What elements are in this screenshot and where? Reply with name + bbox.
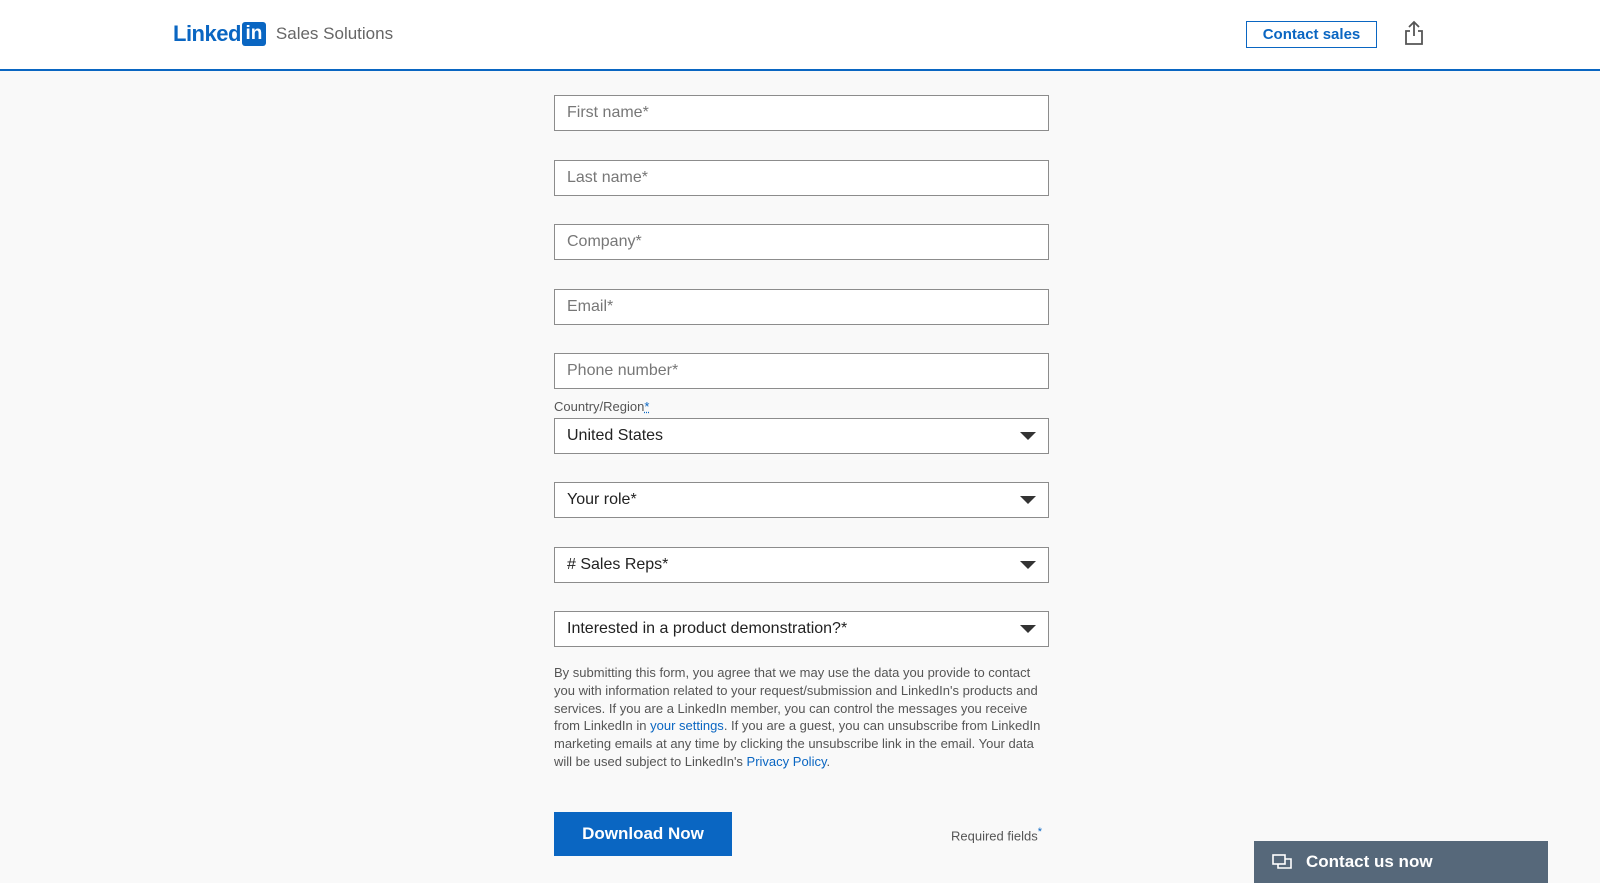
demo-interest-select[interactable] — [554, 611, 1049, 647]
chat-icon — [1272, 854, 1292, 870]
required-fields-note — [951, 826, 1042, 843]
chevron-down-icon — [1020, 561, 1036, 569]
logo-wordmark: Linked — [173, 21, 241, 46]
role-value: Your role* — [567, 491, 637, 508]
demo-interest-value: Interested in a product demonstration?* — [567, 620, 848, 637]
country-region-label — [554, 399, 649, 414]
required-fields-text: Required fields — [951, 828, 1038, 844]
top-header — [0, 0, 1600, 71]
share-icon[interactable] — [1403, 20, 1425, 46]
logo-in-badge: in — [242, 22, 266, 46]
chevron-down-icon — [1020, 496, 1036, 504]
settings-link[interactable]: your settings — [650, 718, 724, 734]
country-label-text: Country/Region — [554, 399, 645, 414]
email-field[interactable] — [554, 289, 1049, 325]
disclaimer-text-3: . — [826, 753, 831, 769]
download-now-button[interactable]: Download Now — [554, 812, 732, 856]
required-marker: * — [644, 399, 650, 414]
last-name-field[interactable] — [554, 160, 1049, 196]
disclaimer-text-2: . If you are a guest, you can unsubscribe from LinkedIn marketing emails at any time by clicking the unsubscribe link in the email. Your data will be used subject to LinkedIn's — [554, 718, 1041, 769]
required-marker: * — [1037, 826, 1042, 838]
linkedin-logo[interactable] — [173, 22, 393, 46]
sales-reps-select[interactable] — [554, 547, 1049, 583]
role-select[interactable] — [554, 482, 1049, 518]
privacy-policy-link[interactable]: Privacy Policy — [746, 753, 827, 769]
phone-field[interactable] — [554, 353, 1049, 389]
sales-reps-value: # Sales Reps* — [567, 556, 669, 573]
contact-us-now-button[interactable] — [1254, 841, 1548, 883]
country-value: United States — [567, 427, 664, 444]
contact-sales-button[interactable]: Contact sales — [1246, 21, 1377, 48]
product-name: Sales Solutions — [275, 24, 394, 43]
consent-disclaimer — [554, 664, 1049, 771]
company-field[interactable] — [554, 224, 1049, 260]
contact-us-now-label: Contact us now — [1306, 852, 1433, 871]
chevron-down-icon — [1020, 432, 1036, 440]
chevron-down-icon — [1020, 625, 1036, 633]
country-select[interactable] — [554, 418, 1049, 454]
disclaimer-text-1: By submitting this form, you agree that we may use the data you provide to contact you with information related to your request/submission and LinkedIn's products and services. If you are a LinkedIn member, you can control the messages you receive from LinkedIn in — [554, 665, 1038, 734]
first-name-field[interactable] — [554, 95, 1049, 131]
